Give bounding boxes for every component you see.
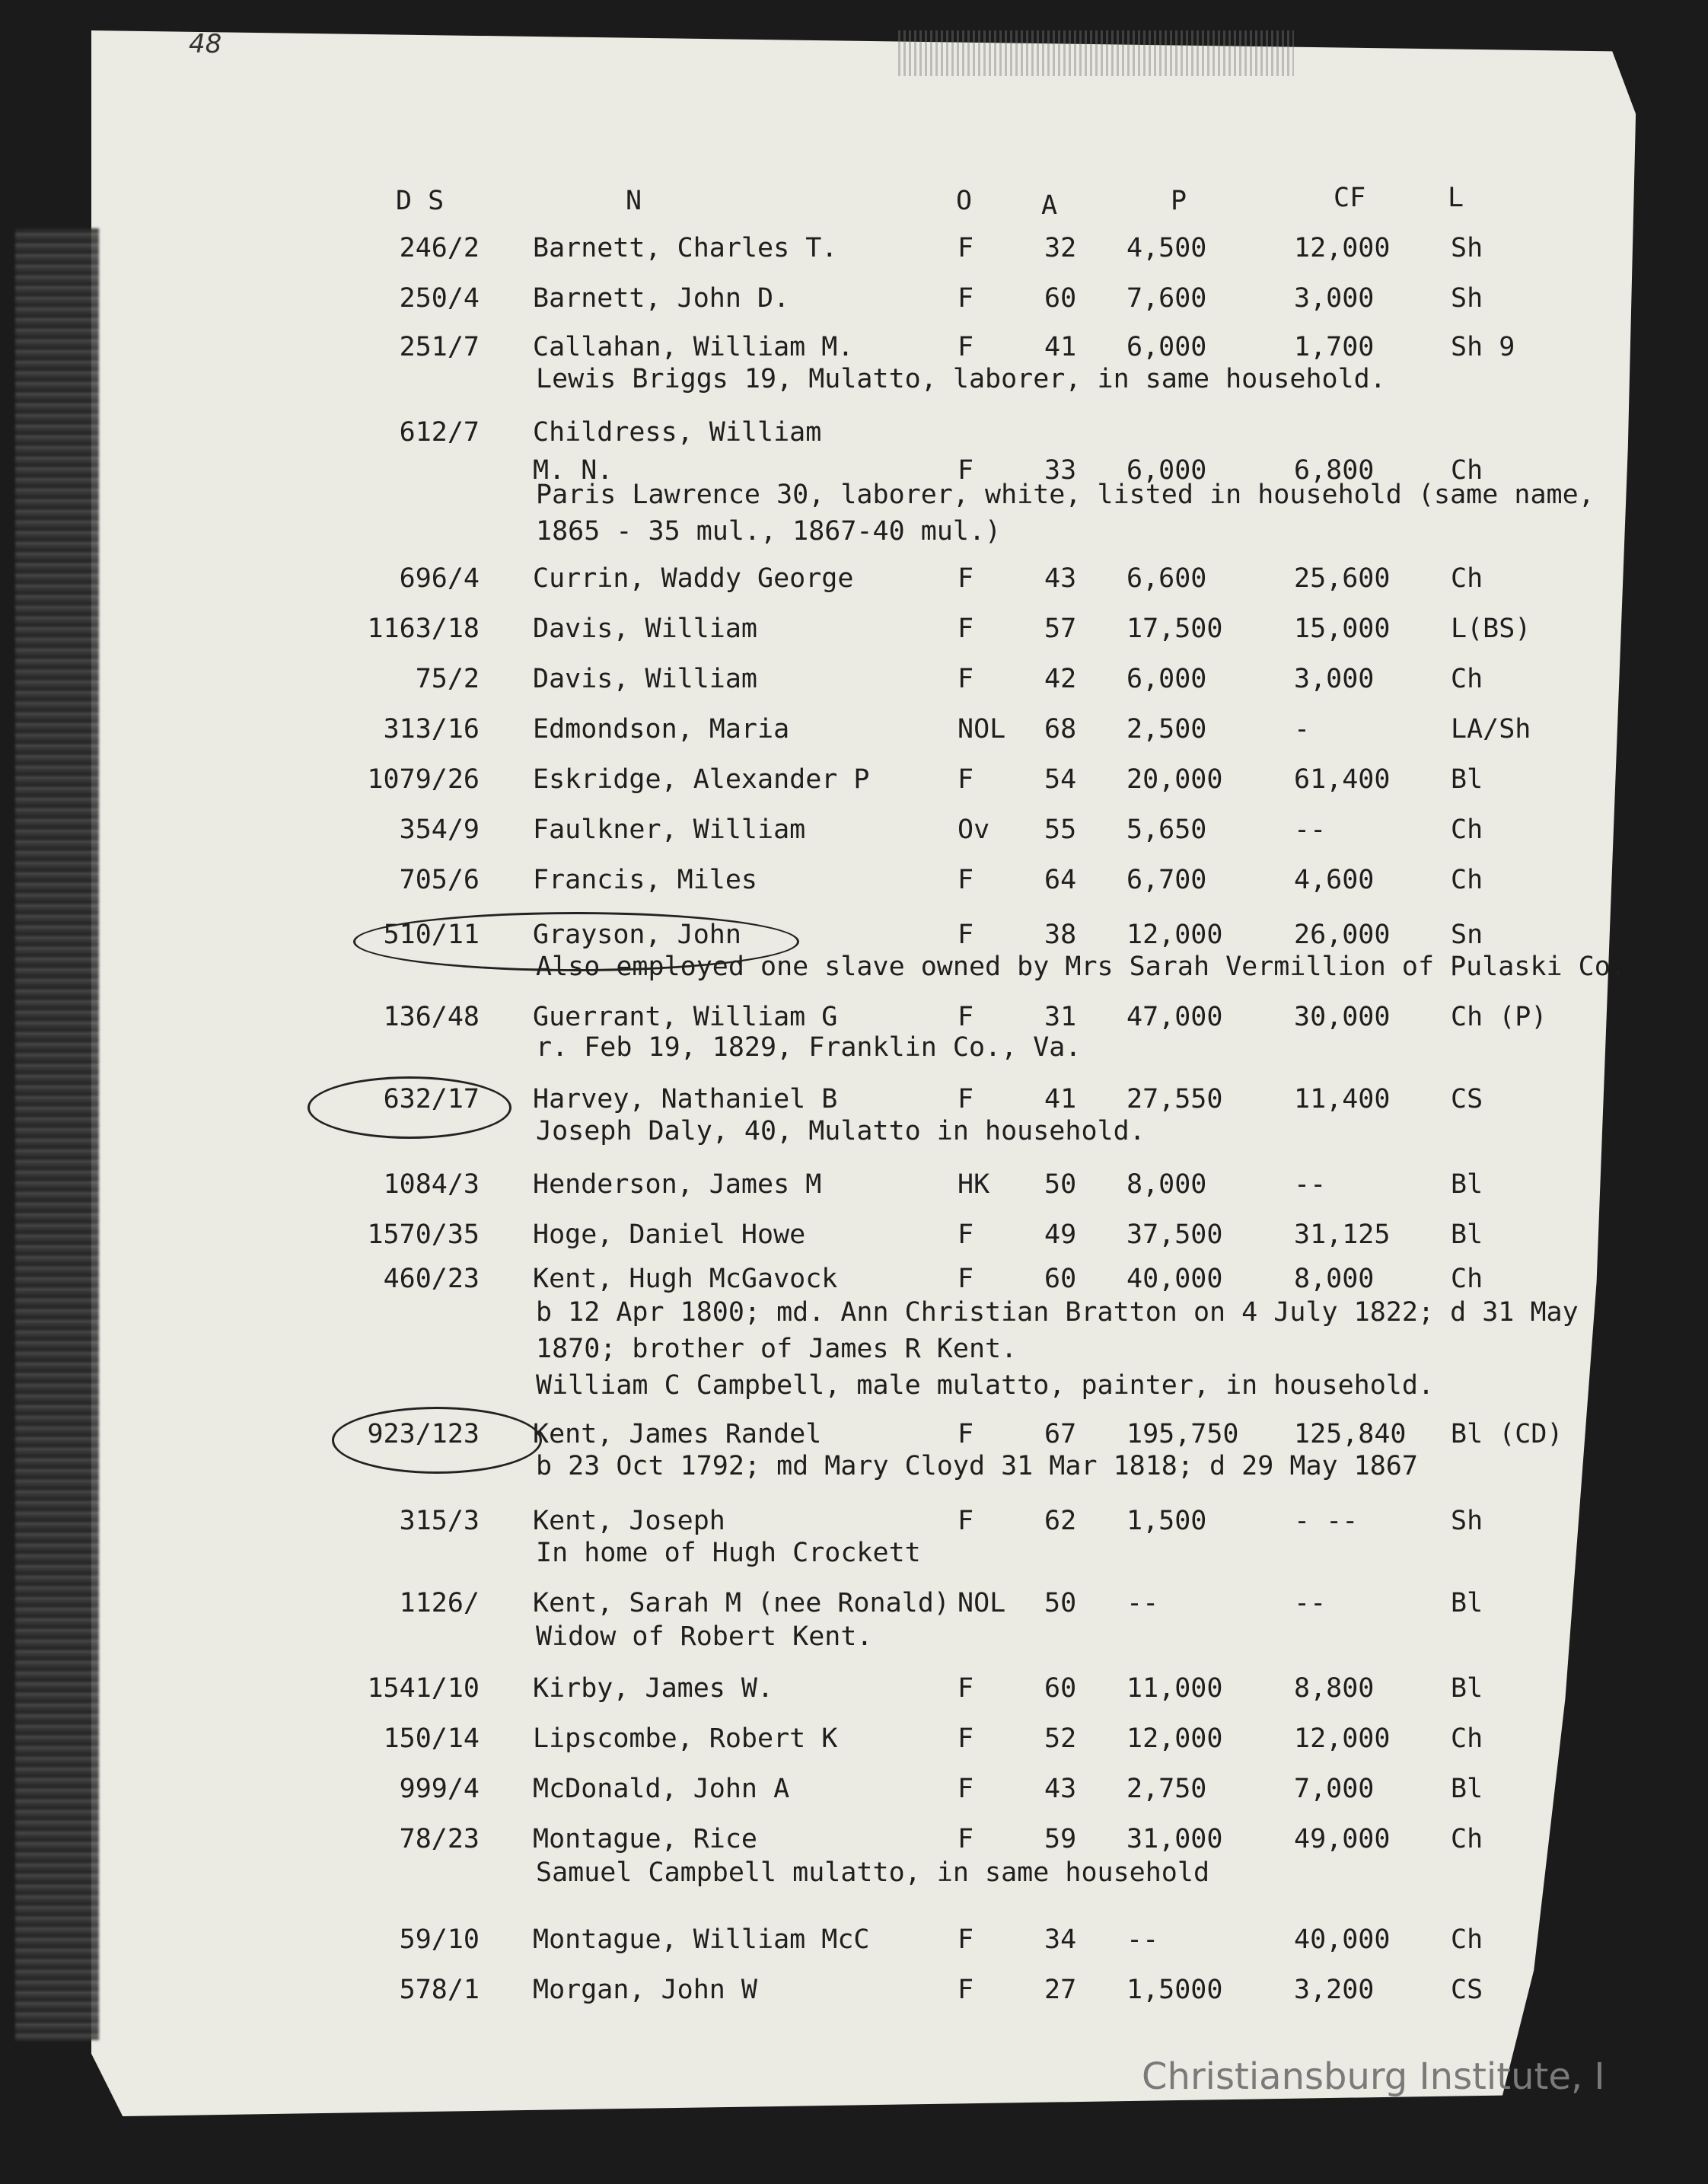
cell-ds: 354/9 (399, 815, 480, 845)
cell-ds: 632/17 (383, 1084, 480, 1114)
cell-o: F (958, 865, 974, 895)
cell-o: F (958, 283, 974, 314)
cell-o: F (958, 1824, 974, 1854)
cell-p: 37,500 (1126, 1220, 1223, 1250)
cell-n: Davis, William (533, 614, 758, 644)
cell-ds: 696/4 (399, 563, 480, 594)
row-note: In home of Hugh Crockett (536, 1538, 921, 1568)
cell-ds: 246/2 (399, 233, 480, 263)
header-l: L (1448, 183, 1464, 213)
cell-ds: 250/4 (399, 283, 480, 314)
cell-n: Henderson, James M (533, 1169, 822, 1200)
ink-smudge (898, 30, 1294, 76)
cell-o: F (958, 1506, 974, 1536)
cell-cf: 25,600 (1294, 563, 1391, 594)
cell-a: 38 (1044, 920, 1077, 950)
row-note: Also employed one slave owned by Mrs Sarah Vermillion of Pulaski Co. (536, 952, 1627, 982)
cell-l: Ch (1451, 563, 1483, 594)
cell-p: 47,000 (1126, 1002, 1223, 1032)
cell-cf: 31,125 (1294, 1220, 1391, 1250)
cell-l: Bl (1451, 1673, 1483, 1704)
cell-n: Kent, Joseph (533, 1506, 725, 1536)
row-note: William C Campbell, male mulatto, painter, in household. (536, 1370, 1435, 1401)
header-a: A (1041, 190, 1058, 221)
cell-o: F (958, 1264, 974, 1294)
document-page (91, 30, 1659, 2116)
header-ds: D S (396, 186, 445, 216)
cell-l: Ch (1451, 815, 1483, 845)
page-number: 48 (189, 29, 222, 59)
cell-n: Hoge, Daniel Howe (533, 1220, 806, 1250)
cell-a: 32 (1044, 233, 1077, 263)
cell-a: 68 (1044, 714, 1077, 744)
cell-a: 62 (1044, 1506, 1077, 1536)
cell-p: -- (1126, 1924, 1159, 1955)
row-note: Widow of Robert Kent. (536, 1621, 873, 1652)
cell-ds: 612/7 (399, 417, 480, 448)
cell-p: 20,000 (1126, 764, 1223, 795)
cell-ds: 78/23 (399, 1824, 480, 1854)
cell-cf: 125,840 (1294, 1419, 1407, 1449)
cell-p: 2,500 (1126, 714, 1207, 744)
cell-a: 50 (1044, 1169, 1077, 1200)
header-p: P (1171, 186, 1187, 216)
cell-cf: 11,400 (1294, 1084, 1391, 1114)
cell-l: Ch (1451, 1824, 1483, 1854)
cell-o: F (958, 1419, 974, 1449)
cell-o: F (958, 664, 974, 694)
cell-o: F (958, 1975, 974, 2005)
cell-o: F (958, 563, 974, 594)
cell-ds: 251/7 (399, 332, 480, 362)
cell-n: Harvey, Nathaniel B (533, 1084, 838, 1114)
cell-n: Montague, Rice (533, 1824, 758, 1854)
cell-n: Childress, William (533, 417, 822, 448)
cell-o: Ov (958, 815, 990, 845)
cell-o: F (958, 920, 974, 950)
cell-cf: 3,000 (1294, 664, 1375, 694)
row-note: Samuel Campbell mulatto, in same household (536, 1857, 1210, 1888)
handdrawn-circle-510 (353, 912, 799, 971)
cell-a: 27 (1044, 1975, 1077, 2005)
cell-n: Callahan, William M. (533, 332, 854, 362)
cell-l: Sh 9 (1451, 332, 1515, 362)
cell-cf: -- (1294, 1169, 1327, 1200)
cell-l: Bl (1451, 1220, 1483, 1250)
cell-a: 41 (1044, 1084, 1077, 1114)
cell-cf: 3,000 (1294, 283, 1375, 314)
cell-ds: 1126/ (399, 1588, 480, 1618)
cell-l: Bl (CD) (1451, 1419, 1563, 1449)
cell-cf: 12,000 (1294, 1723, 1391, 1754)
cell-ds: 315/3 (399, 1506, 480, 1536)
cell-cf: 49,000 (1294, 1824, 1391, 1854)
cell-l: Ch (1451, 1924, 1483, 1955)
cell-n: M. N. (533, 455, 613, 486)
cell-n: Kent, James Randel (533, 1419, 822, 1449)
cell-l: L(BS) (1451, 614, 1531, 644)
cell-n: Montague, William McC (533, 1924, 870, 1955)
header-cf: CF (1334, 183, 1366, 213)
cell-a: 33 (1044, 455, 1077, 486)
cell-n: Currin, Waddy George (533, 563, 854, 594)
row-note: Joseph Daly, 40, Mulatto in household. (536, 1116, 1146, 1146)
cell-n: Lipscombe, Robert K (533, 1723, 838, 1754)
cell-ds: 1079/26 (367, 764, 480, 795)
cell-ds: 59/10 (399, 1924, 480, 1955)
cell-a: 42 (1044, 664, 1077, 694)
cell-n: Grayson, John (533, 920, 741, 950)
cell-cf: -- (1294, 1588, 1327, 1618)
cell-a: 34 (1044, 1924, 1077, 1955)
cell-ds: 510/11 (383, 920, 480, 950)
cell-p: 195,750 (1126, 1419, 1239, 1449)
header-o: O (956, 186, 973, 216)
cell-p: 2,750 (1126, 1774, 1207, 1804)
cell-a: 57 (1044, 614, 1077, 644)
row-note: 1865 - 35 mul., 1867-40 mul.) (536, 516, 1002, 547)
cell-p: 11,000 (1126, 1673, 1223, 1704)
header-n: N (626, 186, 642, 216)
cell-p: 6,700 (1126, 865, 1207, 895)
cell-n: Kirby, James W. (533, 1673, 774, 1704)
cell-o: F (958, 1084, 974, 1114)
cell-a: 50 (1044, 1588, 1077, 1618)
cell-cf: -- (1294, 815, 1327, 845)
cell-a: 60 (1044, 1673, 1077, 1704)
cell-a: 54 (1044, 764, 1077, 795)
cell-o: F (958, 1002, 974, 1032)
cell-p: 12,000 (1126, 920, 1223, 950)
cell-a: 31 (1044, 1002, 1077, 1032)
cell-cf: 26,000 (1294, 920, 1391, 950)
cell-o: F (958, 614, 974, 644)
cell-n: Morgan, John W (533, 1975, 758, 2005)
cell-l: Sh (1451, 1506, 1483, 1536)
cell-p: 31,000 (1126, 1824, 1223, 1854)
row-note: 1870; brother of James R Kent. (536, 1334, 1018, 1364)
row-note: Paris Lawrence 30, laborer, white, listed in household (same name, (536, 480, 1595, 510)
cell-cf: - (1294, 714, 1311, 744)
cell-l: Ch (1451, 455, 1483, 486)
cell-o: F (958, 455, 974, 486)
cell-o: F (958, 764, 974, 795)
cell-n: Eskridge, Alexander P (533, 764, 870, 795)
cell-p: 1,500 (1126, 1506, 1207, 1536)
cell-p: -- (1126, 1588, 1159, 1618)
cell-p: 6,600 (1126, 563, 1207, 594)
cell-l: Bl (1451, 1774, 1483, 1804)
cell-o: F (958, 233, 974, 263)
cell-p: 4,500 (1126, 233, 1207, 263)
cell-ds: 578/1 (399, 1975, 480, 2005)
cell-l: Ch (1451, 1264, 1483, 1294)
cell-l: Ch (1451, 664, 1483, 694)
row-note: b 12 Apr 1800; md. Ann Christian Bratton on 4 July 1822; d 31 May (536, 1297, 1579, 1328)
cell-n: Kent, Sarah M (nee Ronald) (533, 1588, 950, 1618)
cell-o: NOL (958, 1588, 1006, 1618)
row-note: r. Feb 19, 1829, Franklin Co., Va. (536, 1032, 1082, 1063)
cell-l: Bl (1451, 1169, 1483, 1200)
cell-ds: 705/6 (399, 865, 480, 895)
scanner-shadow (15, 228, 99, 2040)
cell-a: 41 (1044, 332, 1077, 362)
cell-l: Sh (1451, 233, 1483, 263)
cell-ds: 1570/35 (367, 1220, 480, 1250)
cell-a: 59 (1044, 1824, 1077, 1854)
cell-a: 43 (1044, 1774, 1077, 1804)
cell-cf: 8,000 (1294, 1264, 1375, 1294)
cell-a: 60 (1044, 1264, 1077, 1294)
cell-p: 7,600 (1126, 283, 1207, 314)
cell-n: Guerrant, William G (533, 1002, 838, 1032)
cell-n: Davis, William (533, 664, 758, 694)
cell-o: F (958, 1774, 974, 1804)
cell-ds: 999/4 (399, 1774, 480, 1804)
cell-cf: 7,000 (1294, 1774, 1375, 1804)
cell-n: Francis, Miles (533, 865, 758, 895)
cell-o: F (958, 1220, 974, 1250)
cell-cf: 4,600 (1294, 865, 1375, 895)
cell-o: F (958, 1924, 974, 1955)
cell-p: 8,000 (1126, 1169, 1207, 1200)
cell-p: 6,000 (1126, 332, 1207, 362)
cell-a: 60 (1044, 283, 1077, 314)
cell-p: 40,000 (1126, 1264, 1223, 1294)
row-note: Lewis Briggs 19, Mulatto, laborer, in same household. (536, 364, 1386, 394)
cell-o: F (958, 332, 974, 362)
cell-cf: 12,000 (1294, 233, 1391, 263)
cell-l: Sn (1451, 920, 1483, 950)
cell-l: CS (1451, 1975, 1483, 2005)
cell-l: LA/Sh (1451, 714, 1531, 744)
cell-cf: 30,000 (1294, 1002, 1391, 1032)
cell-n: Kent, Hugh McGavock (533, 1264, 838, 1294)
cell-cf: 15,000 (1294, 614, 1391, 644)
cell-l: Ch (1451, 865, 1483, 895)
cell-ds: 150/14 (383, 1723, 480, 1754)
cell-l: CS (1451, 1084, 1483, 1114)
handdrawn-circle-632 (308, 1076, 511, 1139)
cell-l: Bl (1451, 1588, 1483, 1618)
row-note: b 23 Oct 1792; md Mary Cloyd 31 Mar 1818; d 29 May 1867 (536, 1451, 1418, 1481)
cell-o: NOL (958, 714, 1006, 744)
cell-p: 17,500 (1126, 614, 1223, 644)
cell-l: Ch (P) (1451, 1002, 1547, 1032)
cell-l: Sh (1451, 283, 1483, 314)
cell-n: Faulkner, William (533, 815, 806, 845)
cell-p: 5,650 (1126, 815, 1207, 845)
watermark-text: Christiansburg Institute, I (1142, 2055, 1605, 2098)
handdrawn-circle-923 (332, 1407, 542, 1474)
cell-a: 55 (1044, 815, 1077, 845)
cell-cf: 3,200 (1294, 1975, 1375, 2005)
cell-a: 64 (1044, 865, 1077, 895)
cell-ds: 1084/3 (383, 1169, 480, 1200)
cell-a: 52 (1044, 1723, 1077, 1754)
cell-p: 6,000 (1126, 455, 1207, 486)
cell-ds: 460/23 (383, 1264, 480, 1294)
cell-cf: 40,000 (1294, 1924, 1391, 1955)
cell-p: 6,000 (1126, 664, 1207, 694)
cell-n: Barnett, John D. (533, 283, 790, 314)
cell-n: Edmondson, Maria (533, 714, 790, 744)
cell-p: 12,000 (1126, 1723, 1223, 1754)
cell-o: HK (958, 1169, 990, 1200)
cell-n: Barnett, Charles T. (533, 233, 838, 263)
cell-cf: 61,400 (1294, 764, 1391, 795)
cell-p: 27,550 (1126, 1084, 1223, 1114)
cell-a: 67 (1044, 1419, 1077, 1449)
cell-l: Ch (1451, 1723, 1483, 1754)
cell-ds: 1163/18 (367, 614, 480, 644)
cell-p: 1,5000 (1126, 1975, 1223, 2005)
cell-ds: 313/16 (383, 714, 480, 744)
cell-cf: 6,800 (1294, 455, 1375, 486)
cell-cf: - -- (1294, 1506, 1359, 1536)
cell-n: McDonald, John A (533, 1774, 790, 1804)
cell-o: F (958, 1723, 974, 1754)
cell-ds: 75/2 (415, 664, 480, 694)
cell-a: 43 (1044, 563, 1077, 594)
cell-o: F (958, 1673, 974, 1704)
cell-ds: 923/123 (367, 1419, 480, 1449)
cell-l: Bl (1451, 764, 1483, 795)
cell-cf: 1,700 (1294, 332, 1375, 362)
cell-a: 49 (1044, 1220, 1077, 1250)
cell-ds: 1541/10 (367, 1673, 480, 1704)
cell-cf: 8,800 (1294, 1673, 1375, 1704)
cell-ds: 136/48 (383, 1002, 480, 1032)
